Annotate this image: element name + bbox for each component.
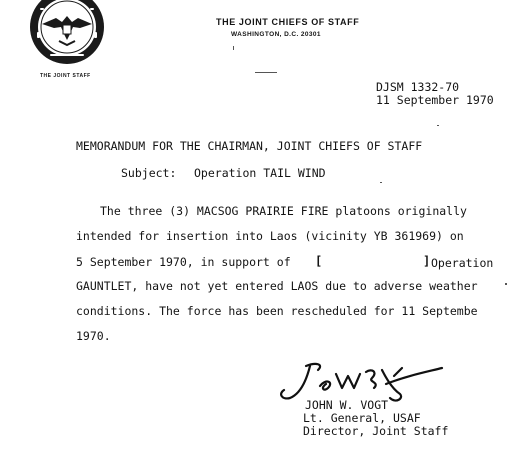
body-line-1: The three (3) MACSOG PRAIRIE FIRE platoons originally — [100, 204, 467, 218]
scan-mark — [380, 182, 382, 183]
document-date: 11 September 1970 — [376, 93, 494, 107]
signer-name: JOHN W. VOGT — [305, 398, 389, 412]
letterhead-title: THE JOINT CHIEFS OF STAFF — [216, 17, 360, 27]
body-line-4: GAUNTLET, have not yet entered LAOS due to adverse weather — [76, 279, 478, 293]
body-line-2: intended for insertion into Laos (vicinity YB 361969) on — [76, 229, 464, 243]
signer-title: Director, Joint Staff — [303, 424, 449, 438]
body-line-5: conditions. The force has been rescheduled for 11 Septembe — [76, 304, 478, 318]
body-line-3: 5 September 1970, in support of — [76, 255, 291, 269]
scan-mark — [505, 283, 507, 285]
memo-addressee: MEMORANDUM FOR THE CHAIRMAN, JOINT CHIEFS OF STAFF — [76, 139, 423, 153]
signer-rank: Lt. General, USAF — [303, 411, 421, 425]
redaction-bracket-right: ] — [423, 254, 431, 268]
body-line-6: 1970. — [76, 329, 111, 343]
subject-text: Operation TAIL WIND — [194, 166, 326, 180]
scan-mark — [255, 72, 277, 73]
joint-chiefs-seal — [28, 0, 106, 66]
letterhead-address: WASHINGTON, D.C. 20301 — [231, 31, 321, 38]
body-line-3-continued: Operation — [431, 256, 494, 270]
scan-mark — [437, 125, 439, 126]
seal-caption: THE JOINT STAFF — [40, 73, 91, 79]
document-number: DJSM 1332-70 — [376, 80, 460, 94]
scan-mark — [233, 46, 234, 50]
redaction-bracket-left: [ — [315, 254, 323, 268]
subject-label: Subject: — [121, 166, 177, 180]
